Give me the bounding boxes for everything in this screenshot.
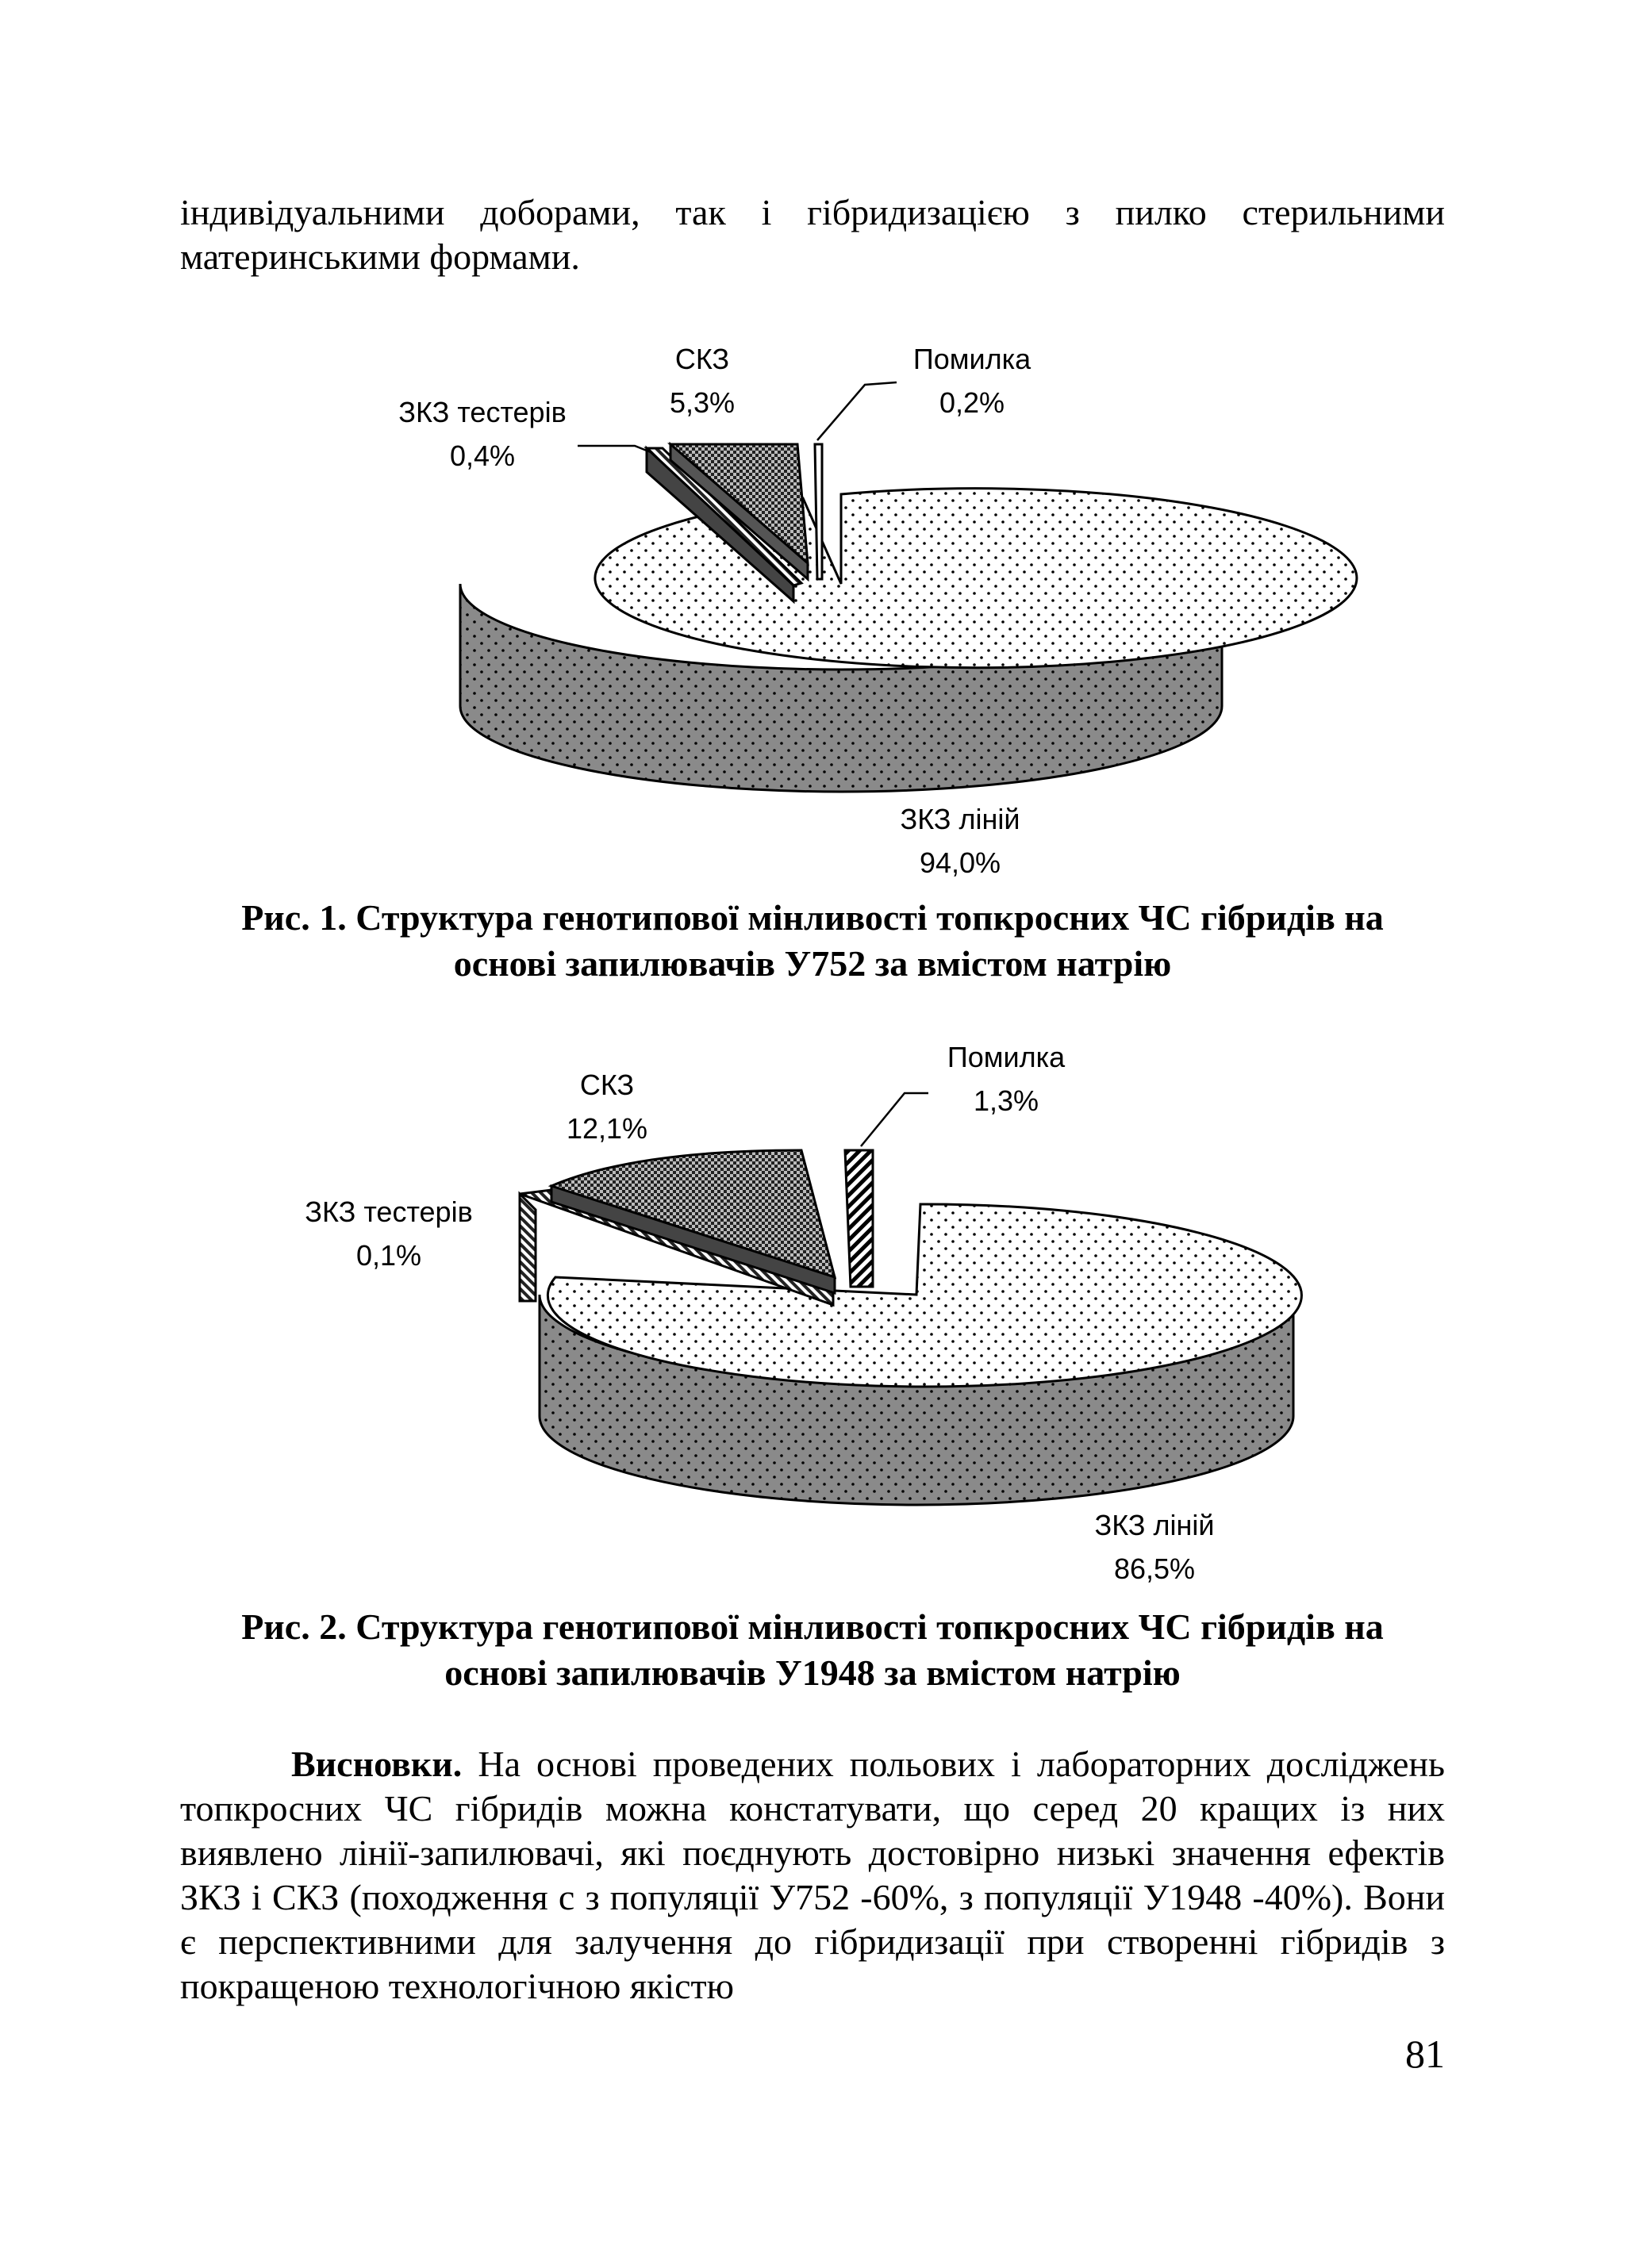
label-zkz-liniy: ЗКЗ ліній [1094, 1509, 1215, 1541]
label-zkz-testeriv: ЗКЗ тестерів [305, 1195, 473, 1228]
figure-2-caption [180, 1604, 1445, 1696]
page-number: 81 [1405, 2032, 1445, 2076]
value-skz: 12,1% [566, 1112, 648, 1145]
slice-side-zkz-testeriv [520, 1194, 536, 1301]
figure-1-caption-line-2: основі запилювачів У752 за вмістом натрію [453, 943, 1172, 984]
slice-pomylka [815, 444, 822, 579]
label-zkz-liniy: ЗКЗ ліній [900, 803, 1020, 835]
conclusions-title: Висновки. [291, 1744, 463, 1784]
figure-2-pie-chart [0, 1031, 1625, 1587]
figure-2-caption-line-2: основі запилювачів У1948 за вмістом натрію [444, 1652, 1181, 1693]
label-skz: СКЗ [579, 1069, 635, 1101]
value-skz: 5,3% [669, 386, 736, 419]
value-zkz-liniy: 94,0% [919, 846, 1001, 879]
conclusions-paragraph [180, 1742, 1445, 2009]
value-pomylka: 0,2% [939, 386, 1005, 419]
value-zkz-liniy: 86,5% [1113, 1552, 1196, 1585]
figure-1-caption-line-1: Рис. 1. Структура генотипової мінливості топкросних ЧС гібридів на [241, 897, 1384, 938]
intro-paragraph: індивідуальними доборами, так і гібридизацією з пилко стерильними материнськими формами. [180, 192, 1445, 277]
conclusions-body: На основі проведених польових і лабораторних досліджень топкросних ЧС гібридів можна констатувати, що серед 20 кращих із них виявлено лінії-запилювачі, які поєднують достовірно низькі значення ефектів ЗКЗ і СКЗ (походження с з популяції У752 -60%, з популяції У1948 -40%). Вони є перспективними для залучення до гібридизації при створенні гібридів з покращеною технологічною якістю [180, 1744, 1446, 2006]
figure-1-pie-chart [0, 333, 1625, 888]
value-zkz-testeriv: 0,4% [449, 439, 516, 472]
label-skz: СКЗ [674, 343, 730, 375]
figure-2-caption-line-1: Рис. 2. Структура генотипової мінливості топкросних ЧС гібридів на [241, 1606, 1384, 1647]
value-zkz-testeriv: 0,1% [355, 1239, 422, 1272]
label-zkz-testeriv: ЗКЗ тестерів [398, 396, 567, 428]
slice-pomylka [845, 1150, 873, 1287]
label-pomylka: Помилка [912, 343, 1031, 375]
figure-1-caption [180, 895, 1445, 987]
label-pomylka: Помилка [947, 1041, 1066, 1073]
value-pomylka: 1,3% [973, 1084, 1039, 1117]
